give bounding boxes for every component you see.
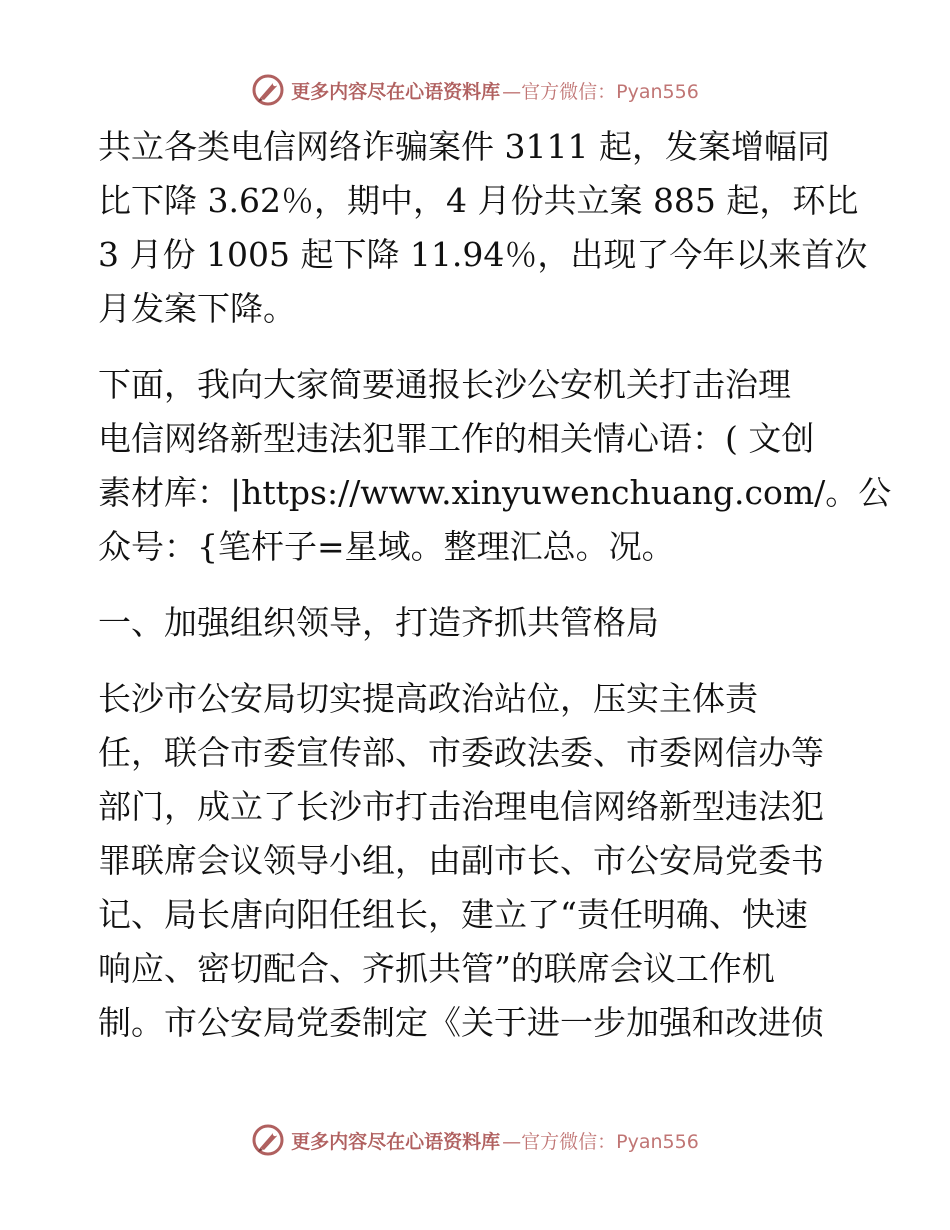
document-body	[98, 120, 892, 1072]
text-line: 罪联席会议领导小组，由副市长、市公安局党委书	[98, 841, 824, 880]
text-line: 众号：{笔杆子=星域。整理汇总。况。	[98, 527, 675, 566]
text-line: 记、局长唐向阳任组长，建立了“责任明确、快速	[98, 895, 808, 934]
text-line: 长沙市公安局切实提高政治站位，压实主体责	[98, 679, 758, 718]
text-line: 月发案下降。	[98, 289, 296, 328]
text-line: 共立各类电信网络诈骗案件 3111 起，发案增幅同	[98, 127, 830, 166]
pen-logo-icon	[251, 1123, 285, 1157]
footer-brand-text: 更多内容尽在心语资料库	[291, 1130, 501, 1153]
text-line: 素材库：|https://www.xinyuwenchuang.com/。公	[98, 473, 892, 512]
section-heading	[98, 596, 858, 650]
paragraph-2	[98, 358, 892, 574]
text-line: 响应、密切配合、齐抓共管”的联席会议工作机	[98, 949, 775, 988]
pen-logo-icon	[251, 73, 285, 107]
header-contact-text: —官方微信：Pyan556	[502, 80, 699, 103]
heading-line: 一、加强组织领导，打造齐抓共管格局	[98, 603, 659, 642]
text-line: 电信网络新型违法犯罪工作的相关情心语：( 文创	[98, 419, 815, 458]
footer-watermark	[0, 1120, 950, 1160]
header-watermark	[0, 70, 950, 110]
paragraph-1	[98, 120, 868, 336]
text-line: 部门，成立了长沙市打击治理电信网络新型违法犯	[98, 787, 824, 826]
text-line: 比下降 3.62％，期中，4 月份共立案 885 起，环比	[98, 181, 859, 220]
footer-contact-text: —官方微信：Pyan556	[502, 1130, 699, 1153]
text-line: 任，联合市委宣传部、市委政法委、市委网信办等	[98, 733, 824, 772]
header-brand-text: 更多内容尽在心语资料库	[291, 80, 501, 103]
text-line: 下面，我向大家简要通报长沙公安机关打击治理	[98, 365, 791, 404]
text-line: 制。市公安局党委制定《关于进一步加强和改进侦	[98, 1003, 824, 1042]
text-line: 3 月份 1005 起下降 11.94％，出现了今年以来首次	[98, 235, 868, 274]
paragraph-3	[98, 672, 858, 1050]
